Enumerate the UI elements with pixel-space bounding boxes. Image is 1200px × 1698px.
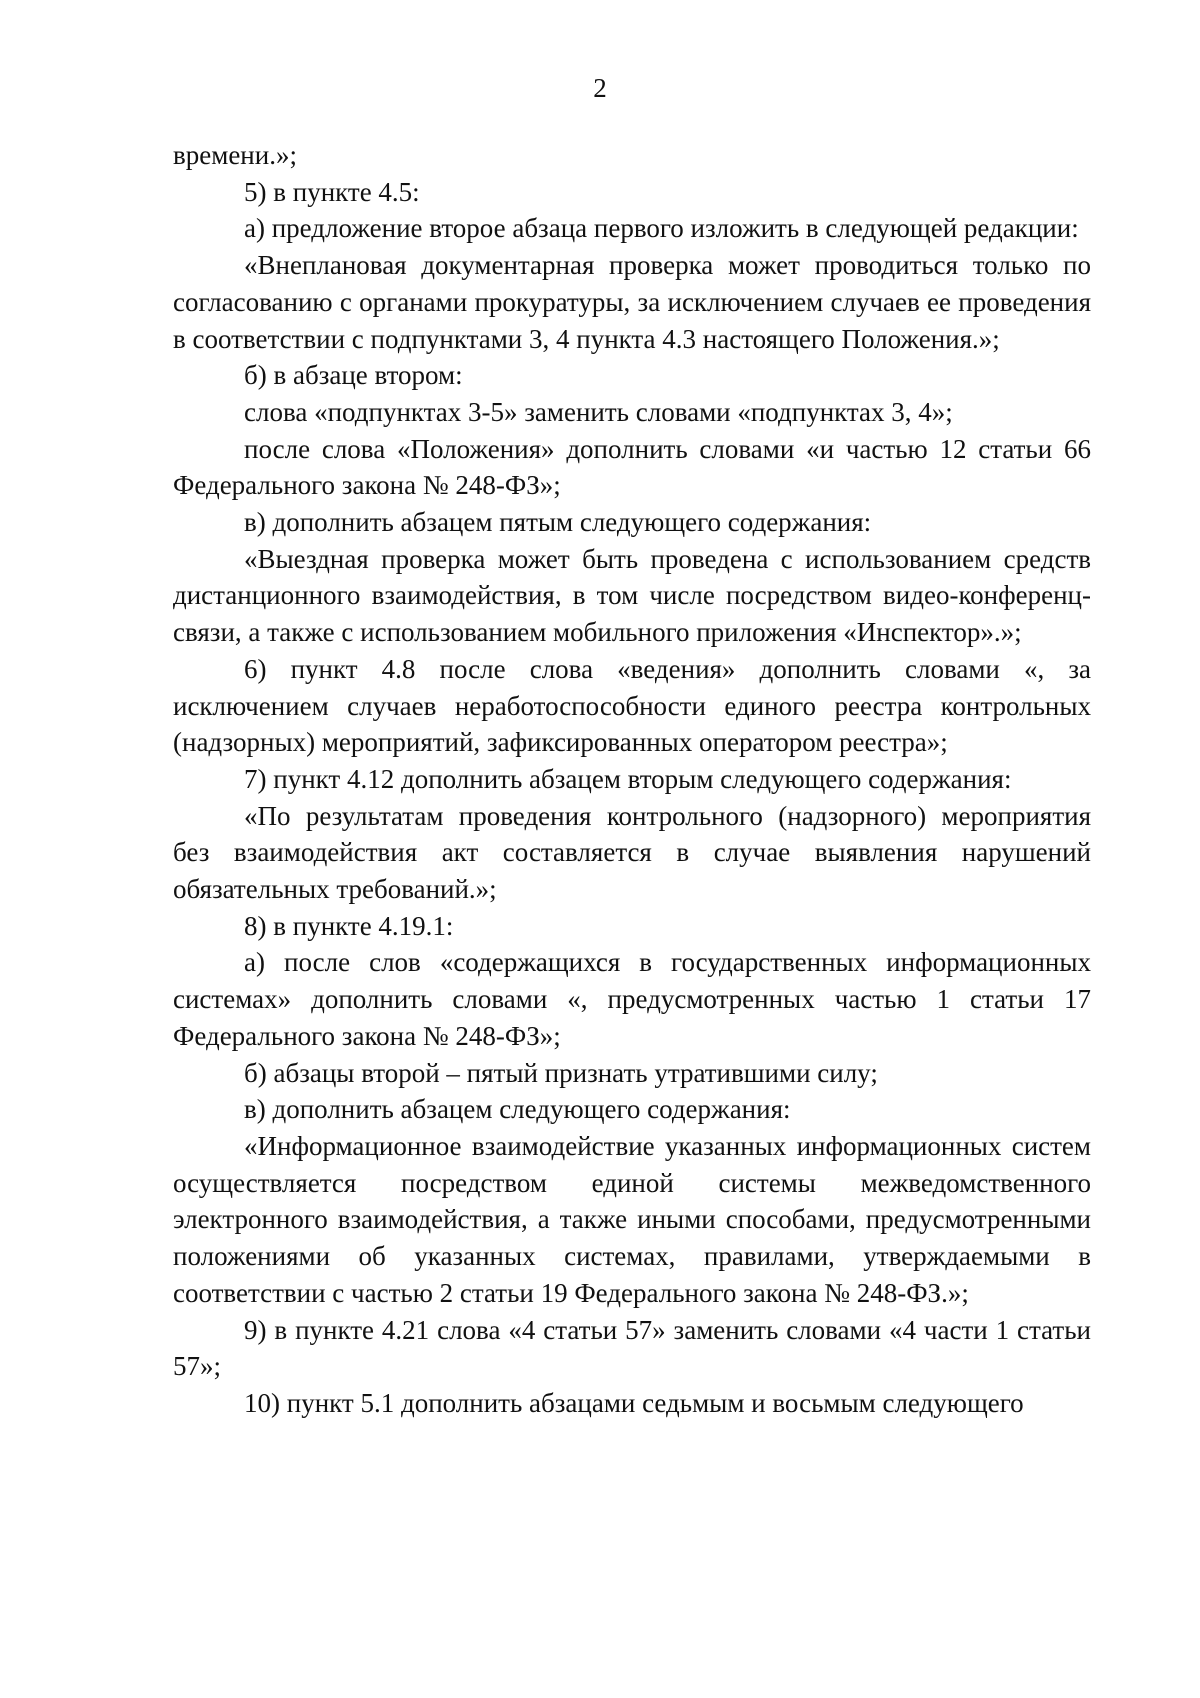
paragraph: 7) пункт 4.12 дополнить абзацем вторым следующего содержания: [244,763,1012,794]
paragraph: а) после слов «содержащихся в государственных информационных системах» дополнить словами «, предусмотренных частью 1 статьи 17 Федерального закона № 248-ФЗ»; [173,947,1091,1051]
page-number: 2 [593,73,607,103]
paragraph: 8) в пункте 4.19.1: [244,910,454,941]
paragraph: 6) пункт 4.8 после слова «ведения» дополнить словами «, за исключением случаев неработоспособности единого реестра контрольных (надзорных) мероприятий, зафиксированных оператором реестра»; [173,653,1091,758]
paragraph: «Выездная проверка может быть проведена с использованием средств дистанционного взаимодействия, в том числе посредством видео-конференц-связи, а также с использованием мобильного приложения «Инспектор».»; [173,543,1091,648]
paragraph: а) предложение второе абзаца первого изложить в следующей редакции: [244,213,1079,244]
paragraph: в) дополнить абзацем следующего содержания: [244,1094,791,1125]
paragraph: б) абзацы второй – пятый признать утратившими силу; [244,1057,878,1088]
paragraph: после слова «Положения» дополнить словами «и частью 12 статьи 66 Федерального закона № 248-ФЗ»; [173,433,1091,501]
paragraph: времени.»; [173,140,297,170]
paragraph: б) в абзаце втором: [244,360,463,391]
paragraph: слова «подпунктах 3-5» заменить словами «подпунктах 3, 4»; [244,396,953,427]
paragraph: 9) в пункте 4.21 слова «4 статьи 57» заменить словами «4 части 1 статьи 57»; [173,1314,1091,1382]
paragraph: «Информационное взаимодействие указанных информационных систем осуществляется посредством единой системы межведомственного электронного взаимодействия, а также иными способами, предусмотренными положениями об указанных системах, правилами, утверждаемыми в соответствии с частью 2 статьи 19 Федерального закона № 248-ФЗ.»; [173,1130,1091,1308]
document-body [173,137,1091,1422]
paragraph: 10) пункт 5.1 дополнить абзацами седьмым и восьмым следующего [244,1387,1024,1418]
paragraph: 5) в пункте 4.5: [244,176,420,207]
paragraph: «Внеплановая документарная проверка может проводиться только по согласованию с органами прокуратуры, за исключением случаев ее проведения в соответствии с подпунктами 3, 4 пункта 4.3 настоящего Положения.»; [173,250,1091,354]
paragraph: в) дополнить абзацем пятым следующего содержания: [244,507,872,538]
paragraph: «По результатам проведения контрольного (надзорного) мероприятия без взаимодействия акт составляется в случае выявления нарушений обязательных требований.»; [173,800,1091,905]
